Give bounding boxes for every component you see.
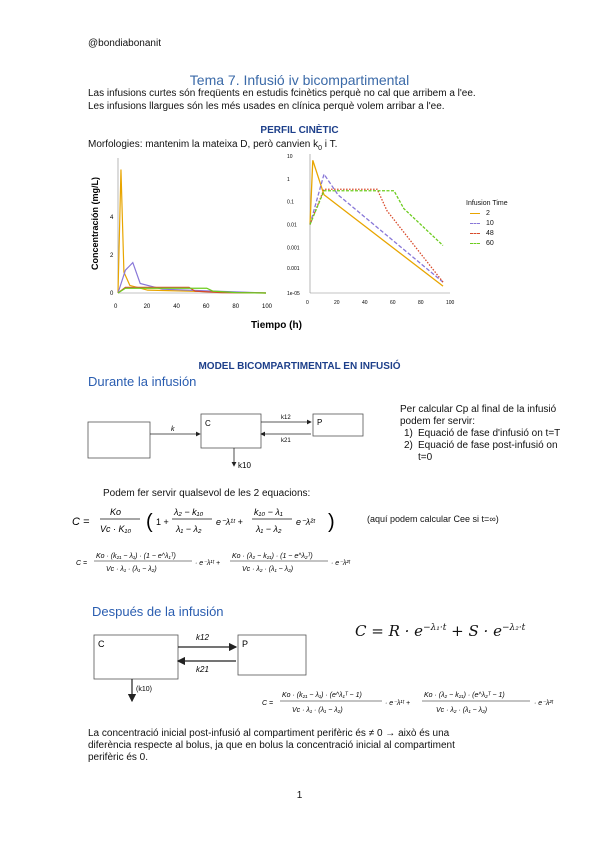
legend-label: 10 bbox=[486, 220, 494, 227]
log-y-tick-label: 1 bbox=[287, 176, 290, 183]
calc-item-2-text: Equació de fase post-infusió on bbox=[418, 440, 558, 451]
eq2-num2: Ko · (λ₂ − k₂₁) · (1 − e^λ₂ᵀ) bbox=[232, 553, 313, 560]
x-tick-label: 0 bbox=[114, 304, 118, 310]
eq2-exp1: · e⁻λ¹ᵗ + bbox=[195, 560, 221, 567]
legend-label: 2 bbox=[486, 210, 490, 217]
bottom-paragraph bbox=[88, 728, 518, 764]
x-tick-label: 40 bbox=[173, 304, 180, 310]
eq3-den1: Vc · λ₁ · (λ₁ − λ₂) bbox=[292, 707, 343, 714]
intro-line-1: Las infusions curtes són freqüents en estudis fcinètics perquè no cal que arribem a l'ee. bbox=[88, 88, 476, 99]
x-tick-label: 20 bbox=[143, 304, 151, 310]
eq1-den: Vc · K₁₀ bbox=[100, 524, 132, 534]
central-label-2: C bbox=[98, 639, 105, 649]
eq1-frac1-den: λ₁ − λ₂ bbox=[176, 524, 202, 534]
eq1-paren-close: ) bbox=[328, 511, 335, 533]
equation-infusion bbox=[72, 500, 372, 540]
peripheral-compartment-2 bbox=[238, 635, 306, 675]
legend-swatch bbox=[470, 223, 480, 224]
eq1-num: Ko bbox=[110, 507, 122, 517]
input-box bbox=[88, 422, 150, 458]
peripheral-label: P bbox=[317, 418, 323, 427]
y-tick-label: 2 bbox=[110, 253, 114, 259]
bottom-line-2: diferència respecte al bolus, ja que en bolus la concentració inicial al compartiment bbox=[88, 740, 455, 751]
y-axis-label: Concentración (mg/L) bbox=[90, 176, 100, 270]
eq1-lhs: C = bbox=[72, 516, 90, 528]
log-series-line-2 bbox=[310, 160, 443, 286]
log-x-tick-label: 80 bbox=[418, 300, 424, 306]
equation-post-infusion bbox=[262, 685, 592, 721]
legend-label: 48 bbox=[486, 230, 494, 237]
bottom-line-1: La concentració inicial post-infusió al compartiment perifèric és ≠ 0 → això és una bbox=[88, 728, 450, 739]
log-y-tick-label: 0.1 bbox=[287, 199, 294, 206]
eq1-exp2: e⁻λ²ᵗ bbox=[296, 517, 315, 527]
y-tick-label: 0 bbox=[110, 291, 114, 297]
during-infusion-heading: Durante la infusión bbox=[88, 374, 197, 389]
morph-text: Morfologies: mantenim la mateixa D, però canvien k bbox=[88, 139, 319, 150]
eq2-den2: Vc · λ₂ · (λ₁ − λ₂) bbox=[242, 566, 294, 573]
x-tick-label: 60 bbox=[202, 304, 210, 310]
log-y-tick-label: 1e-05 bbox=[287, 291, 300, 297]
page-number: 1 bbox=[296, 790, 303, 801]
calc-num-1: 1) bbox=[404, 428, 413, 439]
calc-num-2: 2) bbox=[404, 440, 413, 451]
infusion-diagram bbox=[86, 406, 386, 476]
k21-label: k21 bbox=[281, 438, 291, 444]
log-y-tick-label: 0.01 bbox=[287, 222, 297, 229]
eq2-exp2: · e⁻λ²ᵗ bbox=[331, 560, 351, 567]
eq2-num1: Ko · (k₂₁ − λ₁) · (1 − e^λ₁ᵀ) bbox=[96, 553, 176, 560]
eq3-exp2: · e⁻λ²ᵗ bbox=[534, 700, 554, 707]
series-line-2 bbox=[118, 170, 266, 294]
x-axis-label: Tiempo (h) bbox=[251, 320, 302, 331]
eq1-paren-open: ( bbox=[146, 511, 153, 533]
log-y-tick-label: 0.001 bbox=[287, 245, 300, 252]
legend-item-48 bbox=[470, 230, 508, 237]
log-x-tick-label: 40 bbox=[362, 300, 368, 306]
central-compartment-2 bbox=[94, 635, 178, 679]
eq3-den2: Vc · λ₂ · (λ₁ − λ₂) bbox=[436, 707, 488, 714]
k0-label: k bbox=[171, 426, 175, 433]
log-y-tick-label: 10 bbox=[287, 154, 293, 160]
k10-label: k10 bbox=[238, 461, 251, 470]
bottom-line-3: perifèric és 0. bbox=[88, 752, 149, 763]
page-title: Tema 7. Infusió iv bicompartimental bbox=[189, 72, 410, 88]
legend-label: 60 bbox=[486, 240, 494, 247]
eq3-lhs: C = bbox=[262, 700, 274, 707]
x-tick-label: 100 bbox=[262, 304, 273, 310]
eq2-lhs: C = bbox=[76, 560, 88, 567]
calc-line-1: Per calcular Cp al final de la infusió bbox=[400, 404, 557, 415]
legend-title: Infusion Time bbox=[466, 200, 508, 207]
log-chart bbox=[285, 150, 455, 315]
k12-label-2: k12 bbox=[196, 633, 209, 642]
legend-item-60 bbox=[470, 240, 508, 247]
morph-sub: 0 bbox=[318, 145, 323, 152]
calc-item-2 bbox=[404, 440, 560, 452]
author-handle: @bondiabonanit bbox=[88, 38, 161, 49]
cee-note: (aquí podem calcular Cee si t=∞) bbox=[367, 514, 499, 524]
eq1-frac1-num: λ₂ − k₁₀ bbox=[174, 507, 204, 517]
chart-legend bbox=[466, 200, 508, 250]
morph-end: i T. bbox=[322, 139, 338, 150]
log-x-tick-label: 20 bbox=[334, 300, 340, 306]
calc-item-1-text: Equació de fase d'infusió on t=T bbox=[418, 428, 561, 439]
peripheral-label-2: P bbox=[242, 639, 249, 649]
k21-label-2: k21 bbox=[196, 665, 209, 674]
model-heading: MODEL BICOMPARTIMENTAL EN INFUSIÓ bbox=[198, 361, 401, 372]
central-label: C bbox=[205, 419, 211, 428]
calc-item-1 bbox=[404, 428, 560, 440]
log-y-tick-label: 0.001 bbox=[287, 265, 300, 272]
podem-text: Podem fer servir qualsevol de les 2 equacions: bbox=[103, 488, 311, 499]
y-tick-label: 4 bbox=[110, 215, 114, 221]
equation-infusion-2 bbox=[76, 548, 376, 578]
log-x-tick-label: 0 bbox=[306, 300, 309, 306]
k12-label: k12 bbox=[281, 415, 291, 421]
eq1-one: 1 + bbox=[156, 517, 169, 527]
after-infusion-heading: Después de la infusión bbox=[92, 604, 224, 619]
eq3-exp1: · e⁻λ¹ᵗ + bbox=[385, 700, 411, 707]
eq3-num2: Ko · (λ₂ − k₂₁) · (e^λ₂ᵀ − 1) bbox=[424, 692, 505, 699]
legend-item-2 bbox=[470, 210, 508, 217]
calc-item-2-cont: t=0 bbox=[418, 452, 433, 463]
calc-note bbox=[400, 404, 560, 464]
equation-rs: $C = R \cdot e^{-\lambda_1\cdot t} + S \cdot e^{-\lambda_2\cdot t}$ bbox=[355, 622, 526, 640]
intro-line-2: Les infusions llargues són les més usades en clínica perquè volem arribar a l'ee. bbox=[88, 101, 445, 112]
legend-swatch bbox=[470, 243, 480, 244]
legend-swatch bbox=[470, 213, 480, 214]
eq1-frac2-num: k₁₀ − λ₁ bbox=[254, 507, 283, 517]
eq2-den1: Vc · λ₁ · (λ₁ − λ₂) bbox=[106, 566, 157, 573]
k10-label-2: (k10) bbox=[136, 686, 152, 693]
legend-item-10 bbox=[470, 220, 508, 227]
calc-line-2: podem fer servir: bbox=[400, 416, 476, 427]
eq3-num1: Ko · (k₂₁ − λ₁) · (e^λ₁ᵀ − 1) bbox=[282, 692, 362, 699]
log-x-tick-label: 60 bbox=[390, 300, 396, 306]
eq1-frac2-den: λ₁ − λ₂ bbox=[256, 524, 282, 534]
eq1-exp1: e⁻λ¹ᵗ + bbox=[216, 517, 243, 527]
log-x-tick-label: 100 bbox=[446, 300, 455, 306]
x-tick-label: 80 bbox=[232, 304, 240, 310]
legend-swatch bbox=[470, 233, 480, 234]
perfil-heading: PERFIL CINÈTIC bbox=[260, 125, 339, 136]
